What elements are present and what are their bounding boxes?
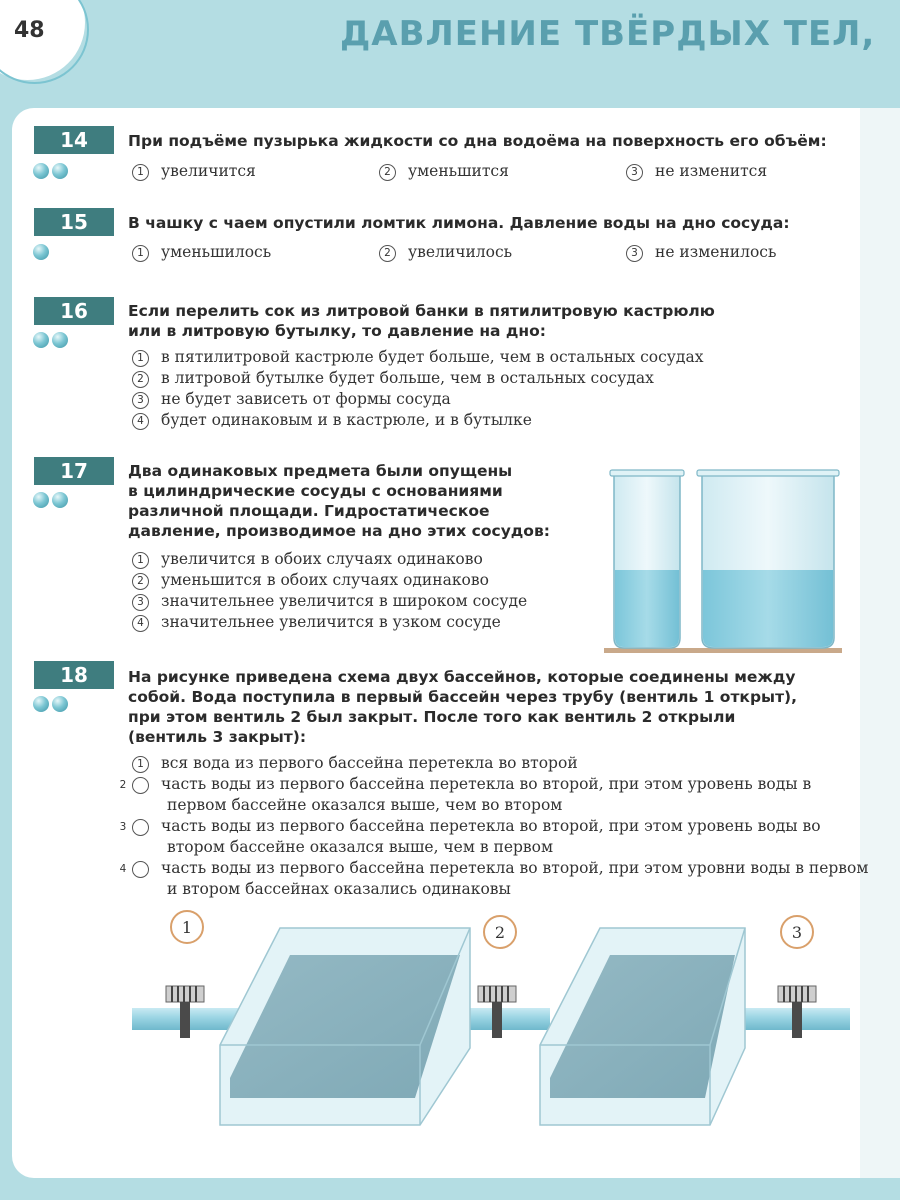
- difficulty-dots: [33, 244, 52, 264]
- answer-option[interactable]: [132, 242, 271, 263]
- question-stem: [128, 667, 797, 747]
- answer-option[interactable]: [132, 161, 256, 182]
- stem-line: Два одинаковых предмета были опущены: [128, 462, 513, 480]
- difficulty-dot: [33, 163, 49, 179]
- answer-option[interactable]: [379, 242, 512, 263]
- question-stem: [128, 301, 715, 341]
- option-text: значительнее увеличится в узком сосуде: [161, 613, 501, 631]
- option-text: часть воды из первого бассейна перетекла во второй, при этом уровень воды во втором бассейне оказался выше, чем в первом: [161, 817, 821, 856]
- answer-option[interactable]: [119, 858, 872, 900]
- option-text: увеличилось: [408, 243, 513, 261]
- option-text: значительнее увеличится в широком сосуде: [161, 592, 528, 610]
- answer-option[interactable]: [132, 591, 527, 612]
- stem-line: или в литровую бутылку, то давление на дно:: [128, 322, 546, 340]
- difficulty-dot: [52, 492, 68, 508]
- side-strip: [860, 108, 900, 1178]
- option-text: часть воды из первого бассейна перетекла во второй, при этом уровни воды в первом и втором бассейнах оказались одинаковы: [161, 859, 869, 898]
- answer-option[interactable]: [626, 242, 776, 263]
- difficulty-dot: [33, 244, 49, 260]
- option-text: уменьшилось: [161, 243, 272, 261]
- option-text: увеличится в обоих случаях одинаково: [161, 550, 483, 568]
- answer-option[interactable]: [132, 570, 489, 591]
- option-number: 1: [132, 756, 149, 773]
- difficulty-dots: [33, 696, 71, 716]
- option-number: 2: [132, 371, 149, 388]
- option-number: 3: [132, 392, 149, 409]
- option-text: уменьшится: [408, 162, 509, 180]
- valve-label-2: 2: [494, 923, 506, 942]
- stem-line: давление, производимое на дно этих сосудов:: [128, 522, 550, 540]
- answer-option[interactable]: [132, 549, 483, 570]
- question-number: 15: [34, 208, 114, 236]
- stem-line: собой. Вода поступила в первый бассейн через трубу (вентиль 1 открыт),: [128, 688, 798, 706]
- difficulty-dot: [52, 332, 68, 348]
- pool-1: [220, 928, 470, 1125]
- option-text: в литровой бутылке будет больше, чем в остальных сосудах: [161, 369, 654, 387]
- answer-option[interactable]: [132, 347, 703, 368]
- difficulty-dot: [33, 332, 49, 348]
- option-number: 3: [132, 594, 149, 611]
- answer-option[interactable]: [132, 612, 501, 633]
- beakers-illustration: [600, 462, 845, 662]
- answer-option[interactable]: [132, 368, 654, 389]
- option-number: 2: [132, 573, 149, 590]
- option-number: 4: [132, 615, 149, 632]
- difficulty-dot: [52, 163, 68, 179]
- option-text: не будет зависеть от формы сосуда: [161, 390, 451, 408]
- option-number: 3: [626, 164, 643, 181]
- question-stem: [128, 461, 550, 541]
- option-number: 2: [379, 245, 396, 262]
- difficulty-dots: [33, 492, 71, 512]
- answer-option[interactable]: [119, 774, 872, 816]
- option-text: увеличится: [161, 162, 256, 180]
- option-text: часть воды из первого бассейна перетекла во второй, при этом уровень воды в первом бассейне оказался выше, чем во втором: [161, 775, 812, 814]
- difficulty-dots: [33, 163, 71, 183]
- option-text: уменьшится в обоих случаях одинаково: [161, 571, 489, 589]
- stem-line: различной площади. Гидростатическое: [128, 502, 490, 520]
- answer-option[interactable]: [626, 161, 767, 182]
- stem-line: при этом вентиль 2 был закрыт. После того как вентиль 2 открыли: [128, 708, 736, 726]
- difficulty-dot: [33, 696, 49, 712]
- option-number: 1: [132, 164, 149, 181]
- answer-option[interactable]: [132, 753, 578, 774]
- option-number: 1: [132, 552, 149, 569]
- difficulty-dot: [52, 696, 68, 712]
- question-number: 17: [34, 457, 114, 485]
- option-text: в пятилитровой кастрюле будет больше, чем в остальных сосудах: [161, 348, 704, 366]
- wide-beaker: [697, 470, 839, 648]
- option-text: вся вода из первого бассейна перетекла во второй: [161, 754, 578, 772]
- option-text: не изменится: [655, 162, 768, 180]
- chapter-title: ДАВЛЕНИЕ ТВЁРДЫХ ТЕЛ,: [340, 14, 876, 54]
- option-number: 1: [132, 350, 149, 367]
- option-number: 3: [132, 819, 149, 836]
- stem-line: На рисунке приведена схема двух бассейнов, которые соединены между: [128, 668, 796, 686]
- option-number: 3: [626, 245, 643, 262]
- difficulty-dot: [33, 492, 49, 508]
- question-number: 18: [34, 661, 114, 689]
- option-number: 4: [132, 413, 149, 430]
- option-number: 2: [379, 164, 396, 181]
- question-stem: В чашку с чаем опустили ломтик лимона. Давление воды на дно сосуда:: [128, 214, 790, 232]
- pool-2: [540, 928, 745, 1125]
- option-text: не изменилось: [655, 243, 777, 261]
- answer-option[interactable]: [119, 816, 872, 858]
- valve-label-3: 3: [791, 923, 803, 942]
- answer-option[interactable]: [132, 410, 532, 431]
- difficulty-dots: [33, 332, 71, 352]
- question-stem: При подъёме пузырька жидкости со дна водоёма на поверхность его объём:: [128, 132, 827, 150]
- narrow-beaker: [610, 470, 684, 648]
- pools-diagram: [120, 900, 860, 1160]
- answer-option[interactable]: [379, 161, 509, 182]
- option-number: 1: [132, 245, 149, 262]
- option-number: 2: [132, 777, 149, 794]
- option-number: 4: [132, 861, 149, 878]
- valve-label-1: 1: [181, 918, 193, 937]
- pipe-outlet: [732, 1008, 850, 1030]
- page-number: 48: [14, 18, 45, 43]
- question-number: 16: [34, 297, 114, 325]
- option-text: будет одинаковым и в кастрюле, и в бутылке: [161, 411, 532, 429]
- stem-line: (вентиль 3 закрыт):: [128, 728, 307, 746]
- question-number: 14: [34, 126, 114, 154]
- answer-option[interactable]: [132, 389, 451, 410]
- stem-line: в цилиндрические сосуды с основаниями: [128, 482, 503, 500]
- stem-line: Если перелить сок из литровой банки в пятилитровую кастрюлю: [128, 302, 715, 320]
